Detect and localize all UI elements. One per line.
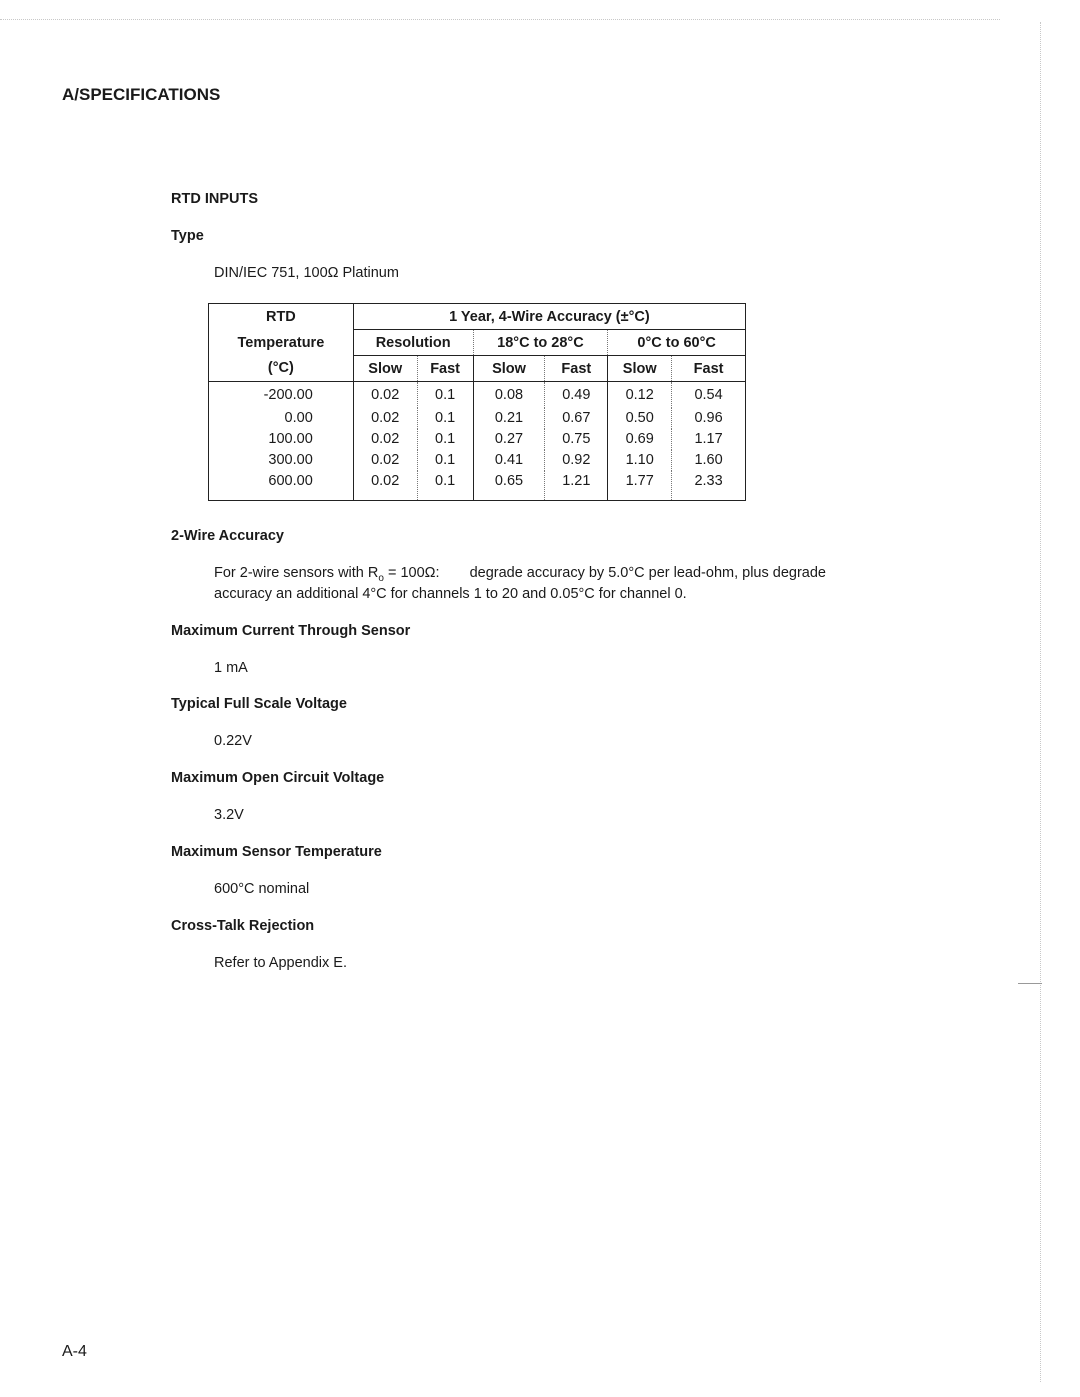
range1-header: 18°C to 28°C <box>473 330 608 356</box>
temp-cell: -200.00 <box>209 382 354 408</box>
res-slow-cell: 0.02 <box>371 452 400 468</box>
res-slow-cell: 0.02 <box>371 410 400 426</box>
rtd-header: RTD <box>209 304 354 330</box>
sensor-temp-value: 600°C nominal <box>214 881 310 897</box>
open-circuit-heading: Maximum Open Circuit Voltage <box>171 770 385 786</box>
two-wire-rest: degrade accuracy by 5.0°C per lead-ohm, plus degrade <box>469 565 826 581</box>
r2-slow-cell: 0.50 <box>608 408 672 429</box>
r2-slow-cell: 0.69 <box>608 429 672 450</box>
right-margin-mark <box>1018 983 1042 984</box>
rtd-accuracy-table <box>208 303 746 501</box>
r1-slow-cell: 0.41 <box>473 450 545 471</box>
crosstalk-value: Refer to Appendix E. <box>214 955 347 971</box>
temp-cell: 300.00 <box>209 450 354 471</box>
r2-fast-cell: 0.96 <box>672 408 746 429</box>
unit-header: (°C) <box>209 356 354 382</box>
two-wire-heading: 2-Wire Accuracy <box>171 528 284 544</box>
page-number: A-4 <box>62 1343 87 1360</box>
max-current-value: 1 mA <box>214 660 248 676</box>
r2-fast-header: Fast <box>672 356 746 382</box>
full-scale-heading: Typical Full Scale Voltage <box>171 696 347 712</box>
res-slow-cell: 0.02 <box>371 386 400 403</box>
r2-fast-cell: 1.17 <box>672 429 746 450</box>
table-row <box>209 450 746 471</box>
r1-slow-cell: 0.08 <box>473 382 545 408</box>
top-divider <box>0 19 1000 20</box>
r1-slow-cell: 0.65 <box>473 471 545 501</box>
right-margin-line <box>1040 22 1041 1382</box>
two-wire-prefix: For 2-wire sensors with R <box>214 565 379 581</box>
r2-fast-cell: 1.60 <box>672 450 746 471</box>
res-slow-header: Slow <box>353 356 417 382</box>
resolution-header: Resolution <box>353 330 473 356</box>
r1-slow-header: Slow <box>473 356 545 382</box>
section-title: A/SPECIFICATIONS <box>62 85 221 104</box>
temp-cell: 600.00 <box>209 471 354 501</box>
temp-cell: 0.00 <box>209 408 354 429</box>
full-scale-value: 0.22V <box>214 733 252 749</box>
two-wire-line2: accuracy an additional 4°C for channels 1 to 20 and 0.05°C for channel 0. <box>214 586 687 602</box>
temp-cell: 100.00 <box>209 429 354 450</box>
r2-slow-cell: 1.10 <box>608 450 672 471</box>
r2-slow-cell: 1.77 <box>608 471 672 501</box>
open-circuit-value: 3.2V <box>214 807 244 823</box>
r1-slow-cell: 0.21 <box>473 408 545 429</box>
type-heading: Type <box>171 228 204 244</box>
ro-subscript: o <box>378 573 384 584</box>
table-row <box>209 408 746 429</box>
r1-fast-cell: 1.21 <box>545 471 608 501</box>
table-row <box>209 471 746 501</box>
two-wire-line1 <box>214 565 826 584</box>
table-row <box>209 429 746 450</box>
range2-header: 0°C to 60°C <box>608 330 746 356</box>
res-fast-cell: 0.1 <box>417 408 473 429</box>
crosstalk-heading: Cross-Talk Rejection <box>171 918 315 934</box>
res-fast-cell: 0.1 <box>417 429 473 450</box>
sensor-temp-heading: Maximum Sensor Temperature <box>171 844 382 860</box>
r1-slow-cell: 0.27 <box>473 429 545 450</box>
r1-fast-cell: 0.49 <box>545 382 608 408</box>
res-fast-cell: 0.1 <box>417 450 473 471</box>
rtd-inputs-heading: RTD INPUTS <box>171 191 258 207</box>
max-current-heading: Maximum Current Through Sensor <box>171 623 411 639</box>
table-row <box>209 382 746 408</box>
res-fast-header: Fast <box>417 356 473 382</box>
r2-slow-header: Slow <box>608 356 672 382</box>
res-slow-cell: 0.02 <box>371 431 400 447</box>
res-fast-cell: 0.1 <box>417 382 473 408</box>
res-slow-cell: 0.02 <box>353 471 417 501</box>
accuracy-group-header: 1 Year, 4-Wire Accuracy (±°C) <box>353 304 745 330</box>
type-value: DIN/IEC 751, 100Ω Platinum <box>214 265 399 281</box>
r1-fast-cell: 0.67 <box>545 408 608 429</box>
r1-fast-cell: 0.92 <box>545 450 608 471</box>
temperature-header: Temperature <box>209 330 354 356</box>
r2-slow-cell: 0.12 <box>608 382 672 408</box>
r2-fast-cell: 2.33 <box>672 471 746 501</box>
r1-fast-cell: 0.75 <box>545 429 608 450</box>
r2-fast-cell: 0.54 <box>672 382 746 408</box>
r1-fast-header: Fast <box>545 356 608 382</box>
res-fast-cell: 0.1 <box>417 471 473 501</box>
two-wire-eq: = 100Ω: <box>387 565 440 581</box>
